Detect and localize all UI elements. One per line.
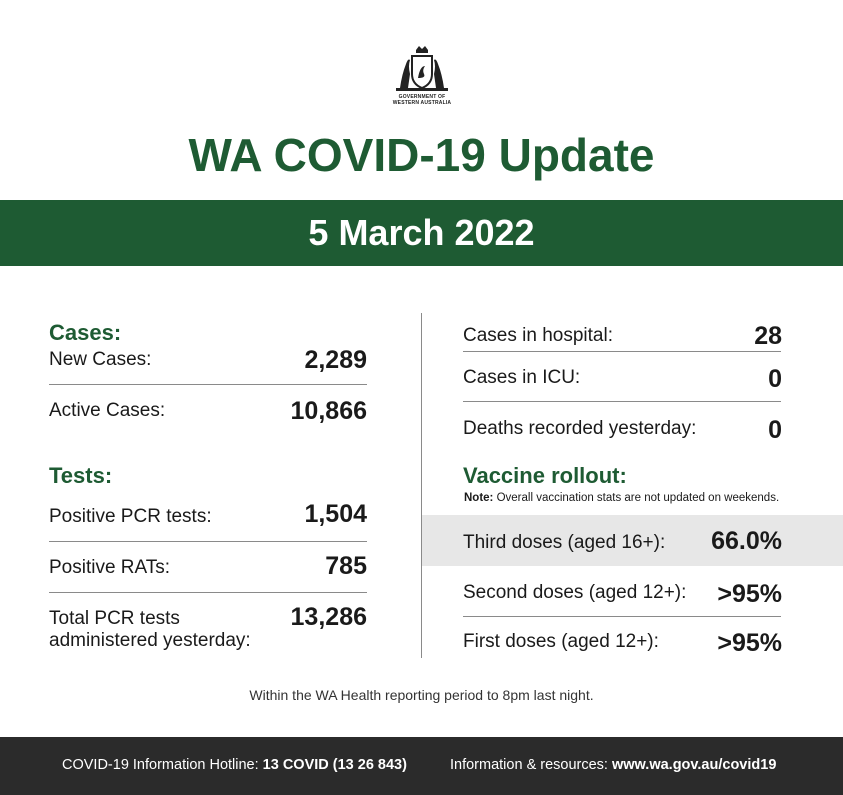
reporting-period-note: Within the WA Health reporting period to 8pm last night. <box>249 687 594 703</box>
divider <box>463 616 781 617</box>
icu-label: Cases in ICU: <box>463 367 581 388</box>
page-title: WA COVID-19 Update <box>188 129 655 181</box>
total-pcr-value: 13,286 <box>290 603 367 631</box>
footer-bar <box>0 737 843 795</box>
hotline-number: 13 COVID (13 26 843) <box>262 757 407 773</box>
logo-text: GOVERNMENT OF WESTERN AUSTRALIA <box>392 94 452 106</box>
third-dose-label: Third doses (aged 16+): <box>463 532 666 553</box>
deaths-value: 0 <box>768 416 782 444</box>
third-dose-value: 66.0% <box>711 527 782 555</box>
first-dose-label: First doses (aged 12+): <box>463 631 659 652</box>
first-dose-value: >95% <box>717 629 782 657</box>
icu-value: 0 <box>768 365 782 393</box>
wa-government-crest <box>388 44 456 110</box>
positive-pcr-label: Positive PCR tests: <box>49 506 212 527</box>
positive-rats-label: Positive RATs: <box>49 557 171 578</box>
divider <box>49 592 367 593</box>
total-pcr-label-line2: administered yesterday: <box>49 630 251 651</box>
hospital-value: 28 <box>754 322 782 350</box>
active-cases-label: Active Cases: <box>49 400 166 421</box>
resources-link[interactable]: www.wa.gov.au/covid19 <box>612 757 777 773</box>
divider <box>49 541 367 542</box>
column-divider <box>421 313 422 658</box>
divider <box>463 351 781 352</box>
new-cases-label: New Cases: <box>49 349 152 370</box>
active-cases-value: 10,866 <box>290 397 367 425</box>
deaths-label: Deaths recorded yesterday: <box>463 418 697 439</box>
vaccine-heading: Vaccine rollout: <box>463 463 627 488</box>
divider <box>463 401 781 402</box>
positive-rats-value: 785 <box>325 552 367 580</box>
resources-info: Information & resources: www.wa.gov.au/covid19 <box>450 757 777 773</box>
coat-of-arms-icon <box>392 44 452 94</box>
hospital-label: Cases in hospital: <box>463 325 613 346</box>
second-dose-label: Second doses (aged 12+): <box>463 582 687 603</box>
hotline-info: COVID-19 Information Hotline: 13 COVID (13 26 843) <box>62 757 407 773</box>
tests-heading: Tests: <box>49 463 113 488</box>
positive-pcr-value: 1,504 <box>304 500 367 528</box>
divider <box>49 384 367 385</box>
report-date: 5 March 2022 <box>308 212 535 253</box>
total-pcr-label-line1: Total PCR tests <box>49 608 180 629</box>
vaccine-note: Note: Overall vaccination stats are not updated on weekends. <box>464 492 780 504</box>
second-dose-value: >95% <box>717 580 782 608</box>
new-cases-value: 2,289 <box>304 346 367 374</box>
date-banner <box>0 200 843 266</box>
cases-heading: Cases: <box>49 320 122 345</box>
